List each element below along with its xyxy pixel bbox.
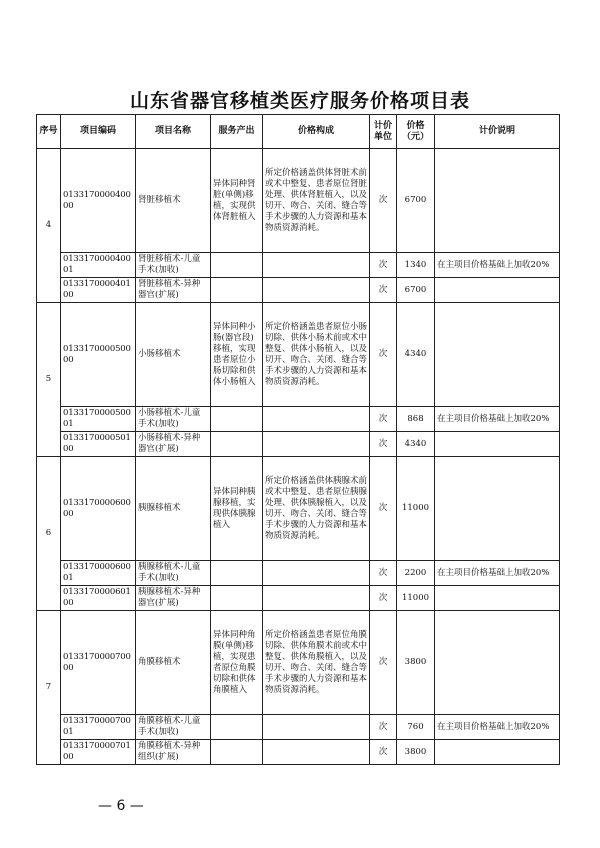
item-code: 013317000050001	[61, 407, 136, 432]
page-title: 山东省器官移植类医疗服务价格项目表	[129, 90, 470, 112]
table-row	[37, 561, 560, 586]
price-composition	[263, 253, 370, 278]
price-composition	[263, 715, 370, 740]
header-price: 价格（元）	[397, 115, 435, 149]
pricing-unit: 次	[370, 253, 397, 278]
price: 1340	[397, 253, 435, 278]
item-code: 013317000040100	[61, 278, 136, 303]
pricing-unit: 次	[370, 715, 397, 740]
service-output	[211, 740, 263, 765]
price-composition: 所定价格涵盖患者原位小肠切除、供体小肠术前或术中整复、供体小肠植入，以及切开、吻合、关闭、缝合等手术步骤的人力资源和基本物质资源消耗。	[263, 303, 370, 407]
table-row	[37, 432, 560, 457]
pricing-unit: 次	[370, 149, 397, 253]
item-name: 小肠移植术-异种器官(扩展)	[136, 432, 211, 457]
table-row	[37, 740, 560, 765]
pricing-note	[435, 611, 560, 715]
service-output	[211, 715, 263, 740]
pricing-note	[435, 740, 560, 765]
pricing-note: 在主项目价格基础上加收20%	[435, 407, 560, 432]
table-row	[37, 149, 560, 253]
header-composition: 价格构成	[263, 115, 370, 149]
item-name: 小肠移植术-儿童手术(加收)	[136, 407, 211, 432]
pricing-unit: 次	[370, 740, 397, 765]
price: 760	[397, 715, 435, 740]
pricing-unit: 次	[370, 407, 397, 432]
price: 3800	[397, 611, 435, 715]
service-output: 异体同种角膜(单侧)移植，实现患者原位角膜切除和供体角膜植入	[211, 611, 263, 715]
item-name: 胰腺移植术	[136, 457, 211, 561]
service-output	[211, 432, 263, 457]
service-output	[211, 407, 263, 432]
price: 11000	[397, 457, 435, 561]
row-number: 6	[37, 457, 61, 611]
pricing-note	[435, 303, 560, 407]
item-code: 013317000050100	[61, 432, 136, 457]
item-name: 角膜移植术-儿童手术(加收)	[136, 715, 211, 740]
header-unit: 计价单位	[370, 115, 397, 149]
pricing-note: 在主项目价格基础上加收20%	[435, 253, 560, 278]
pricing-unit: 次	[370, 432, 397, 457]
item-name: 小肠移植术	[136, 303, 211, 407]
pricing-note	[435, 457, 560, 561]
service-output: 异体同种胰腺移植，实现供体胰腺植入	[211, 457, 263, 561]
header-name: 项目名称	[136, 115, 211, 149]
item-code: 013317000060100	[61, 586, 136, 611]
price-composition	[263, 407, 370, 432]
page-number: — 6 —	[98, 798, 144, 814]
table-row	[37, 586, 560, 611]
table-row	[37, 407, 560, 432]
price: 868	[397, 407, 435, 432]
item-name: 胰腺移植术-异种器官(扩展)	[136, 586, 211, 611]
pricing-unit: 次	[370, 278, 397, 303]
table-header-row	[37, 115, 560, 149]
item-name: 胰腺移植术-儿童手术(加收)	[136, 561, 211, 586]
item-code: 013317000060000	[61, 457, 136, 561]
pricing-note	[435, 586, 560, 611]
item-name: 肾脏移植术-儿童手术(加收)	[136, 253, 211, 278]
item-code: 013317000040000	[61, 149, 136, 253]
item-name: 肾脏移植术-异种器官(扩展)	[136, 278, 211, 303]
item-name: 角膜移植术	[136, 611, 211, 715]
price: 2200	[397, 561, 435, 586]
item-name: 肾脏移植术	[136, 149, 211, 253]
price: 4340	[397, 432, 435, 457]
price: 4340	[397, 303, 435, 407]
service-output	[211, 561, 263, 586]
service-output	[211, 586, 263, 611]
table-row	[37, 457, 560, 561]
price-table	[36, 114, 560, 765]
service-output: 异体同种肾脏(单侧)移植，实现供体肾脏植入	[211, 149, 263, 253]
table-row	[37, 278, 560, 303]
table-row	[37, 303, 560, 407]
header-code: 项目编码	[61, 115, 136, 149]
header-no: 序号	[37, 115, 61, 149]
pricing-note	[435, 278, 560, 303]
price: 6700	[397, 149, 435, 253]
price-composition: 所定价格涵盖供体胰腺术前或术中整复、患者原位胰腺处理、供体胰腺植入，以及切开、吻合、关闭、缝合等手术步骤的人力资源和基本物质资源消耗。	[263, 457, 370, 561]
header-note: 计价说明	[435, 115, 560, 149]
table-row	[37, 715, 560, 740]
row-number: 5	[37, 303, 61, 457]
pricing-note: 在主项目价格基础上加收20%	[435, 715, 560, 740]
price-composition	[263, 278, 370, 303]
service-output	[211, 253, 263, 278]
pricing-note	[435, 432, 560, 457]
price: 11000	[397, 586, 435, 611]
item-code: 013317000050000	[61, 303, 136, 407]
table-row	[37, 611, 560, 715]
header-output: 服务产出	[211, 115, 263, 149]
pricing-unit: 次	[370, 457, 397, 561]
pricing-note	[435, 149, 560, 253]
price: 3800	[397, 740, 435, 765]
item-code: 013317000070000	[61, 611, 136, 715]
price-composition	[263, 561, 370, 586]
service-output	[211, 278, 263, 303]
item-code: 013317000040001	[61, 253, 136, 278]
table-row	[37, 253, 560, 278]
pricing-unit: 次	[370, 561, 397, 586]
price-composition: 所定价格涵盖供体肾脏术前或术中整复、患者原位肾脏处理、供体肾脏植入，以及切开、吻合、关闭、缝合等手术步骤的人力资源和基本物质资源消耗。	[263, 149, 370, 253]
pricing-unit: 次	[370, 611, 397, 715]
item-code: 013317000060001	[61, 561, 136, 586]
pricing-unit: 次	[370, 303, 397, 407]
row-number: 4	[37, 149, 61, 303]
item-code: 013317000070100	[61, 740, 136, 765]
pricing-note: 在主项目价格基础上加收20%	[435, 561, 560, 586]
price-composition	[263, 586, 370, 611]
service-output: 异体同种小肠(器官段)移植，实现患者原位小肠切除和供体小肠植入	[211, 303, 263, 407]
item-code: 013317000070001	[61, 715, 136, 740]
price: 6700	[397, 278, 435, 303]
pricing-unit: 次	[370, 586, 397, 611]
price-composition	[263, 432, 370, 457]
item-name: 角膜移植术-异种组织(扩展)	[136, 740, 211, 765]
price-composition	[263, 740, 370, 765]
price-composition: 所定价格涵盖患者原位角膜切除、供体角膜术前或术中整复、供体角膜植入，以及切开、吻合、关闭、缝合等手术步骤的人力资源和基本物质资源消耗。	[263, 611, 370, 715]
row-number: 7	[37, 611, 61, 765]
